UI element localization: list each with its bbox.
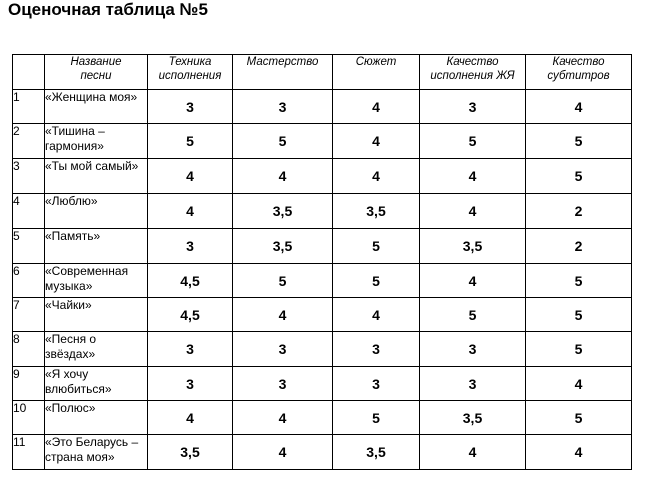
score-technique: 4	[148, 194, 233, 229]
song-title: «Люблю»	[45, 194, 148, 229]
score-mastery: 3,5	[233, 194, 333, 229]
song-title: «Это Беларусь – страна моя»	[45, 435, 148, 470]
score-subtitle-quality: 5	[526, 159, 632, 194]
score-subtitle-quality: 4	[526, 90, 632, 124]
score-plot: 5	[333, 264, 420, 298]
score-plot: 3	[333, 367, 420, 401]
song-title: «Память»	[45, 229, 148, 264]
row-number: 4	[13, 194, 45, 229]
score-subtitle-quality: 5	[526, 332, 632, 367]
score-technique: 3	[148, 90, 233, 124]
song-title: «Тишина – гармония»	[45, 124, 148, 159]
header-song-line1: Название	[70, 56, 122, 68]
header-technique-line1: Техника	[168, 56, 212, 68]
score-sign-quality: 4	[420, 194, 526, 229]
score-subtitle-quality: 5	[526, 401, 632, 435]
score-mastery: 3	[233, 90, 333, 124]
score-sign-quality: 3,5	[420, 229, 526, 264]
score-technique: 3	[148, 229, 233, 264]
row-number: 7	[13, 298, 45, 332]
row-number: 10	[13, 401, 45, 435]
score-subtitle-quality: 4	[526, 367, 632, 401]
table-row	[13, 264, 632, 298]
row-number: 8	[13, 332, 45, 367]
row-number: 1	[13, 90, 45, 124]
score-subtitle-quality: 2	[526, 194, 632, 229]
header-song-line2: песни	[80, 70, 112, 82]
header-technique-line2: исполнения	[158, 70, 222, 82]
score-mastery: 5	[233, 264, 333, 298]
table-row	[13, 229, 632, 264]
score-mastery: 4	[233, 401, 333, 435]
score-plot: 4	[333, 124, 420, 159]
score-mastery: 3	[233, 332, 333, 367]
score-sign-quality: 5	[420, 298, 526, 332]
score-plot: 5	[333, 229, 420, 264]
score-technique: 4	[148, 159, 233, 194]
table-row	[13, 159, 632, 194]
score-sign-quality: 3	[420, 90, 526, 124]
header-subtitle-line2: субтитров	[547, 70, 610, 82]
score-mastery: 4	[233, 435, 333, 470]
score-mastery: 5	[233, 124, 333, 159]
table-row	[13, 90, 632, 124]
rating-table	[12, 54, 632, 470]
page-title: Оценочная таблица №5	[8, 0, 208, 19]
score-mastery: 4	[233, 159, 333, 194]
score-sign-quality: 3	[420, 367, 526, 401]
row-number: 3	[13, 159, 45, 194]
song-title: «Женщина моя»	[45, 90, 148, 124]
score-plot: 3,5	[333, 435, 420, 470]
score-plot: 3	[333, 332, 420, 367]
score-plot: 4	[333, 298, 420, 332]
score-technique: 4,5	[148, 264, 233, 298]
table-row	[13, 298, 632, 332]
song-title: «Песня о звёздах»	[45, 332, 148, 367]
score-technique: 3	[148, 332, 233, 367]
score-subtitle-quality: 5	[526, 264, 632, 298]
header-cell-sign-quality	[420, 55, 526, 90]
score-technique: 4,5	[148, 298, 233, 332]
header-cell-subtitle-quality	[526, 55, 632, 90]
score-sign-quality: 5	[420, 124, 526, 159]
song-title: «Полюс»	[45, 401, 148, 435]
table-row	[13, 435, 632, 470]
row-number: 9	[13, 367, 45, 401]
score-technique: 5	[148, 124, 233, 159]
score-sign-quality: 3	[420, 332, 526, 367]
score-technique: 3	[148, 367, 233, 401]
score-plot: 5	[333, 401, 420, 435]
score-mastery: 3,5	[233, 229, 333, 264]
header-cell-number	[13, 55, 45, 90]
song-title: «Чайки»	[45, 298, 148, 332]
score-sign-quality: 4	[420, 435, 526, 470]
score-sign-quality: 3,5	[420, 401, 526, 435]
score-subtitle-quality: 5	[526, 298, 632, 332]
header-cell-plot: Сюжет	[333, 55, 420, 90]
header-row	[13, 55, 632, 90]
score-technique: 4	[148, 401, 233, 435]
score-sign-quality: 4	[420, 264, 526, 298]
row-number: 2	[13, 124, 45, 159]
score-mastery: 4	[233, 298, 333, 332]
row-number: 6	[13, 264, 45, 298]
score-sign-quality: 4	[420, 159, 526, 194]
table-body	[13, 90, 632, 470]
table-row	[13, 401, 632, 435]
score-plot: 4	[333, 159, 420, 194]
score-plot: 4	[333, 90, 420, 124]
song-title: «Я хочу влюбиться»	[45, 367, 148, 401]
score-plot: 3,5	[333, 194, 420, 229]
score-subtitle-quality: 5	[526, 124, 632, 159]
song-title: «Современная музыка»	[45, 264, 148, 298]
row-number: 5	[13, 229, 45, 264]
score-subtitle-quality: 4	[526, 435, 632, 470]
song-title: «Ты мой самый»	[45, 159, 148, 194]
header-sign-line1: Качество	[446, 56, 499, 68]
table-row	[13, 194, 632, 229]
row-number: 11	[13, 435, 45, 470]
header-cell-song	[45, 55, 148, 90]
header-sign-line2: исполнения ЖЯ	[430, 70, 515, 82]
score-technique: 3,5	[148, 435, 233, 470]
header-subtitle-line1: Качество	[552, 56, 605, 68]
score-subtitle-quality: 2	[526, 229, 632, 264]
table-row	[13, 332, 632, 367]
table-row	[13, 124, 632, 159]
score-mastery: 3	[233, 367, 333, 401]
table-row	[13, 367, 632, 401]
header-cell-technique	[148, 55, 233, 90]
header-cell-mastery: Мастерство	[233, 55, 333, 90]
